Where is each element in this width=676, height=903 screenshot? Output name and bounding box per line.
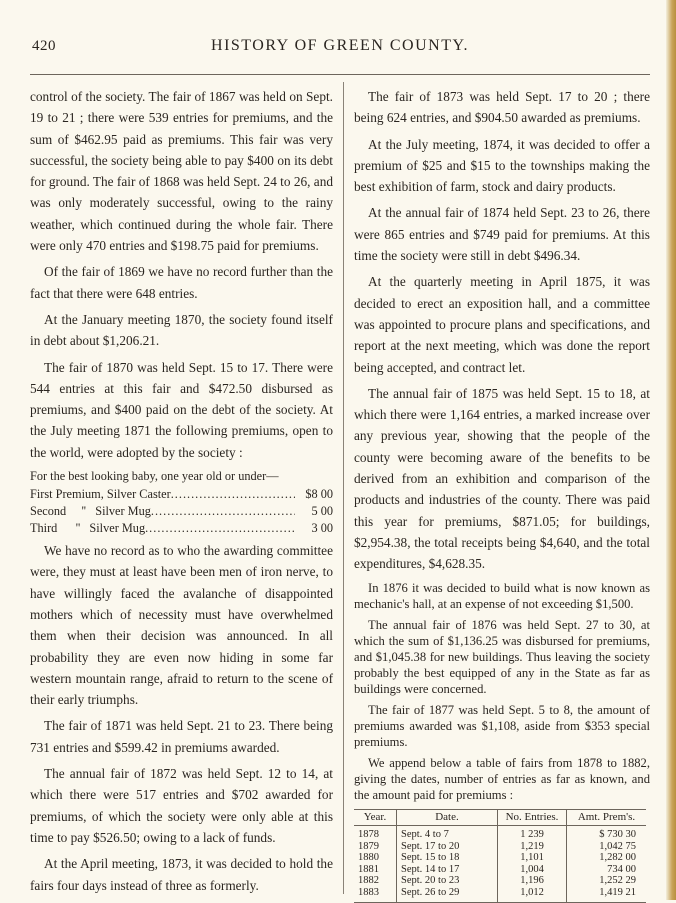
left-column bbox=[30, 86, 333, 901]
table-row bbox=[354, 887, 646, 903]
paragraph: The annual fair of 1876 was held Sept. 27 to 30, at which the sum of $1,136.25 was disbursed for premiums, and $1,045.38 for new buildings. Thus leaving the society probably the best equipped of any in the State as far as buildings were concerned. bbox=[354, 617, 650, 696]
table-row bbox=[354, 841, 646, 853]
page-header bbox=[30, 38, 650, 62]
header-rule bbox=[30, 74, 650, 75]
page-number: 420 bbox=[32, 38, 56, 54]
table-row bbox=[354, 864, 646, 876]
cell-date: Sept. 20 to 23 bbox=[397, 875, 498, 887]
premium-amount: $8 00 bbox=[305, 487, 333, 502]
cell-year: 1878 bbox=[358, 829, 379, 841]
table-header-row bbox=[354, 809, 646, 826]
table-row bbox=[354, 852, 646, 864]
table-row bbox=[354, 875, 646, 887]
paragraph: The fair of 1871 was held Sept. 21 to 23. There being 731 entries and $599.42 in premiums awarded. bbox=[30, 718, 333, 755]
cell-date: Sept. 17 to 20 bbox=[397, 841, 498, 853]
column-divider bbox=[343, 82, 344, 894]
cell-amount: 1,252 29 bbox=[567, 875, 647, 887]
paragraph: At the quarterly meeting in April 1875, it was decided to erect an exposition hall, and a committee was appointed to procure plans and specifications, and report at the next meeting, which was done the report being accepted, and contract let. bbox=[354, 274, 650, 375]
baby-premium-list bbox=[30, 468, 333, 537]
cell-amount: 1,282 00 bbox=[567, 852, 647, 864]
column-header-amount: Amt. Prem's. bbox=[567, 809, 647, 826]
premium-place: First Premium, Silver Caster bbox=[30, 487, 171, 502]
premium-intro: For the best looking baby, one year old or under— bbox=[30, 469, 279, 484]
cell-entries: 1,012 bbox=[498, 887, 567, 903]
right-column bbox=[354, 86, 650, 903]
premium-place: Second '' Silver Mug bbox=[30, 504, 151, 519]
cell-amount: 734 00 bbox=[567, 864, 647, 876]
book-spine-edge bbox=[666, 0, 676, 900]
cell-entries: 1,219 bbox=[498, 841, 567, 853]
table-row bbox=[354, 826, 646, 841]
paragraph: The fair of 1877 was held Sept. 5 to 8, the amount of premiums awarded was $1,108, aside from $353 special premiums. bbox=[354, 702, 650, 749]
leader-dots bbox=[145, 520, 295, 537]
leader-dots bbox=[151, 503, 295, 520]
premium-row bbox=[30, 503, 333, 520]
column-header-entries: No. Entries. bbox=[498, 809, 567, 826]
cell-entries: 1,196 bbox=[498, 875, 567, 887]
premium-amount: 5 00 bbox=[311, 504, 333, 519]
paragraph: We append below a table of fairs from 1878 to 1882, giving the dates, number of entries as far as known, and the amount paid for premiums : bbox=[354, 755, 650, 802]
cell-amount: $ 730 30 bbox=[567, 826, 647, 841]
fairs-table bbox=[354, 809, 646, 903]
cell-year: 1881 bbox=[358, 863, 379, 875]
paragraph: At the July meeting, 1874, it was decided to offer a premium of $25 and $15 to the townships making the best exhibition of farm, stock and dairy products. bbox=[354, 136, 650, 195]
running-title: HISTORY OF GREEN COUNTY. bbox=[211, 37, 469, 54]
leader-dots bbox=[171, 486, 295, 503]
premium-row bbox=[30, 486, 333, 503]
column-header-year: Year. bbox=[354, 809, 397, 826]
cell-year: 1879 bbox=[358, 840, 379, 852]
paragraph: We have no record as to who the awarding committee were, they must at least have been men of iron nerve, to have willingly faced the avalanche of disappointed mothers which of necessity must have overwhelmed them when their decision was announced. In all probability they are even now hiding in some far western mountain range, afraid to return to the scene of their early triumphs. bbox=[30, 543, 333, 708]
paragraph: The fair of 1870 was held Sept. 15 to 17. There were 544 entries at this fair and $472.50 disbursed as premiums, and $400 paid on the debt of the society. At the July meeting 1871 the following premiums, open to the world, were adopted by the society : bbox=[30, 359, 333, 460]
paragraph: In 1876 it was decided to build what is now known as mechanic's hall, at an expense of not exceeding $1,500. bbox=[354, 580, 650, 611]
paragraph: At the January meeting 1870, the society found itself in debt about $1,206.21. bbox=[30, 311, 333, 349]
premium-amount: 3 00 bbox=[311, 521, 333, 536]
paragraph: The annual fair of 1872 was held Sept. 12 to 14, at which there were 517 entries and $702 awarded for premiums, of which the society were only able at this time to pay $526.50; owing to a lack of funds. bbox=[30, 766, 333, 845]
paragraph: control of the society. The fair of 1867 was held on Sept. 19 to 21 ; there were 539 entries for premiums, and the sum of $462.95 paid as premiums. This fair was very successful, the society being able to pay $400 on its debt for ground. The fair of 1868 was held Sept. 24 to 26, and was only moderately successful, owing to the rainy weather, which continued during the whole fair. There were only 470 entries and $198.75 paid for premiums. bbox=[30, 89, 333, 254]
paragraph: At the April meeting, 1873, it was decided to hold the fairs four days instead of three as formerly. bbox=[30, 856, 333, 893]
premium-place: Third '' Silver Mug bbox=[30, 521, 146, 536]
cell-entries: 1 239 bbox=[498, 826, 567, 841]
cell-date: Sept. 26 to 29 bbox=[397, 887, 498, 903]
paragraph: The annual fair of 1875 was held Sept. 15 to 18, at which there were 1,164 entries, a marked increase over any previous year, showing that the people of the county were becoming aware of the benefits to be derived from an exhibition and comparison of the products and industries of the county. There was paid this year for premiums, $871.05; for buildings, $2,954.38, the total receipts being $4,640, and the total expenditures, $4,628.35. bbox=[354, 385, 650, 572]
cell-date: Sept. 15 to 18 bbox=[397, 852, 498, 864]
paragraph: The fair of 1873 was held Sept. 17 to 20 ; there being 624 entries, and $904.50 awarded as premiums. bbox=[354, 89, 650, 126]
cell-year: 1882 bbox=[358, 875, 379, 887]
cell-entries: 1,004 bbox=[498, 864, 567, 876]
paragraph: Of the fair of 1869 we have no record further than the fact that there were 648 entries. bbox=[30, 264, 333, 301]
cell-amount: 1,042 75 bbox=[567, 841, 647, 853]
cell-date: Sept. 14 to 17 bbox=[397, 864, 498, 876]
cell-date: Sept. 4 to 7 bbox=[397, 826, 498, 841]
cell-year: 1880 bbox=[358, 852, 379, 864]
premium-row bbox=[30, 520, 333, 537]
cell-entries: 1,101 bbox=[498, 852, 567, 864]
cell-year: 1883 bbox=[354, 887, 397, 903]
column-header-date: Date. bbox=[397, 809, 498, 826]
cell-amount: 1,419 21 bbox=[567, 887, 647, 903]
paragraph: At the annual fair of 1874 held Sept. 23 to 26, there were 865 entries and $749 paid for premiums. At this time the society were still in debt $496.34. bbox=[354, 205, 650, 264]
